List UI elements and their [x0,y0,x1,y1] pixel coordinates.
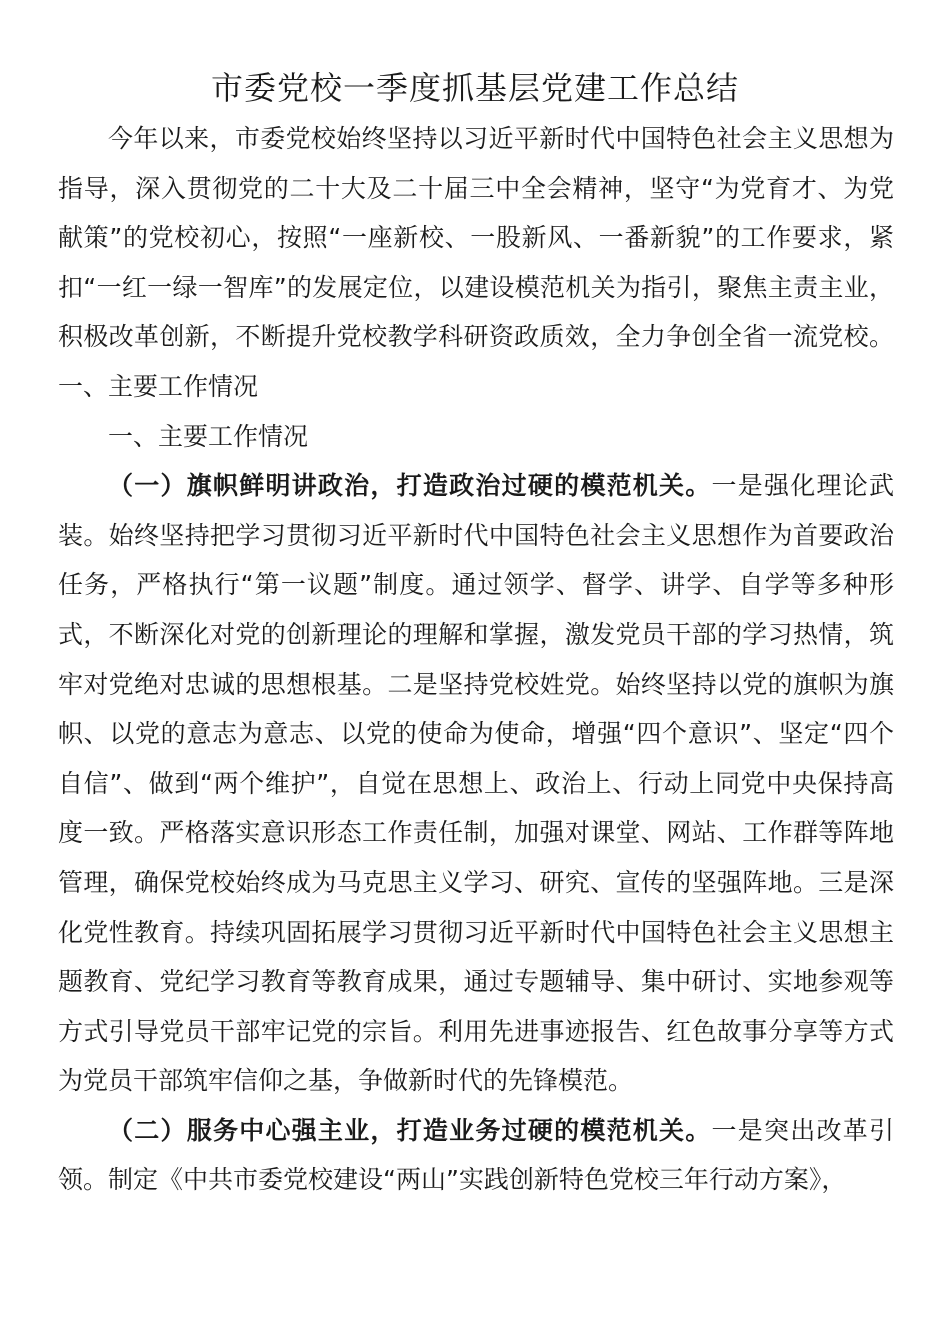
intro-paragraph [58,114,894,412]
subsection-2-paragraph [58,1106,894,1205]
subsection-1-paragraph [58,461,894,1106]
subsection-2-lead: （二）服务中心强主业，打造业务过硬的模范机关。 [108,1115,712,1145]
subsection-2-text: 一是突出改革引领。制定《中共市委党校建设“两山”实践创新特色党校三年行动方案》， [58,1115,894,1195]
section-heading [58,412,894,462]
section-heading-text: 一、主要工作情况 [108,421,309,451]
intro-text: 今年以来，市委党校始终坚持以习近平新时代中国特色社会主义思想为指导，深入贯彻党的二十大及二十届三中全会精神，坚守“为党育才、为党献策”的党校初心，按照“一座新校、一股新风、一番新貌”的工作要求，紧扣“一红一绿一智库”的发展定位，以建设模范机关为指引，聚焦主责主业，积极改革创新，不断提升党校教学科研资政质效，全力争创全省一流党校。一、主要工作情况 [58,124,894,401]
subsection-1-lead: （一）旗帜鲜明讲政治，打造政治过硬的模范机关。 [108,471,712,501]
document-body [58,114,894,1205]
subsection-1-text: 一是强化理论武装。始终坚持把学习贯彻习近平新时代中国特色社会主义思想作为首要政治任务，严格执行“第一议题”制度。通过领学、督学、讲学、自学等多种形式，不断深化对党的创新理论的理解和掌握，激发党员干部的学习热情，筑牢对党绝对忠诚的思想根基。二是坚持党校姓党。始终坚持以党的旗帜为旗帜、以党的意志为意志、以党的使命为使命，增强“四个意识”、坚定“四个自信”、做到“两个维护”，自觉在思想上、政治上、行动上同党中央保持高度一致。严格落实意识形态工作责任制，加强对课堂、网站、工作群等阵地管理，确保党校始终成为马克思主义学习、研究、宣传的坚强阵地。三是深化党性教育。持续巩固拓展学习贯彻习近平新时代中国特色社会主义思想主题教育、党纪学习教育等教育成果，通过专题辅导、集中研讨、实地参观等方式引导党员干部牢记党的宗旨。利用先进事迹报告、红色故事分享等方式为党员干部筑牢信仰之基，争做新时代的先锋模范。 [58,471,894,1096]
document-title: 市委党校一季度抓基层党建工作总结 [210,69,739,107]
